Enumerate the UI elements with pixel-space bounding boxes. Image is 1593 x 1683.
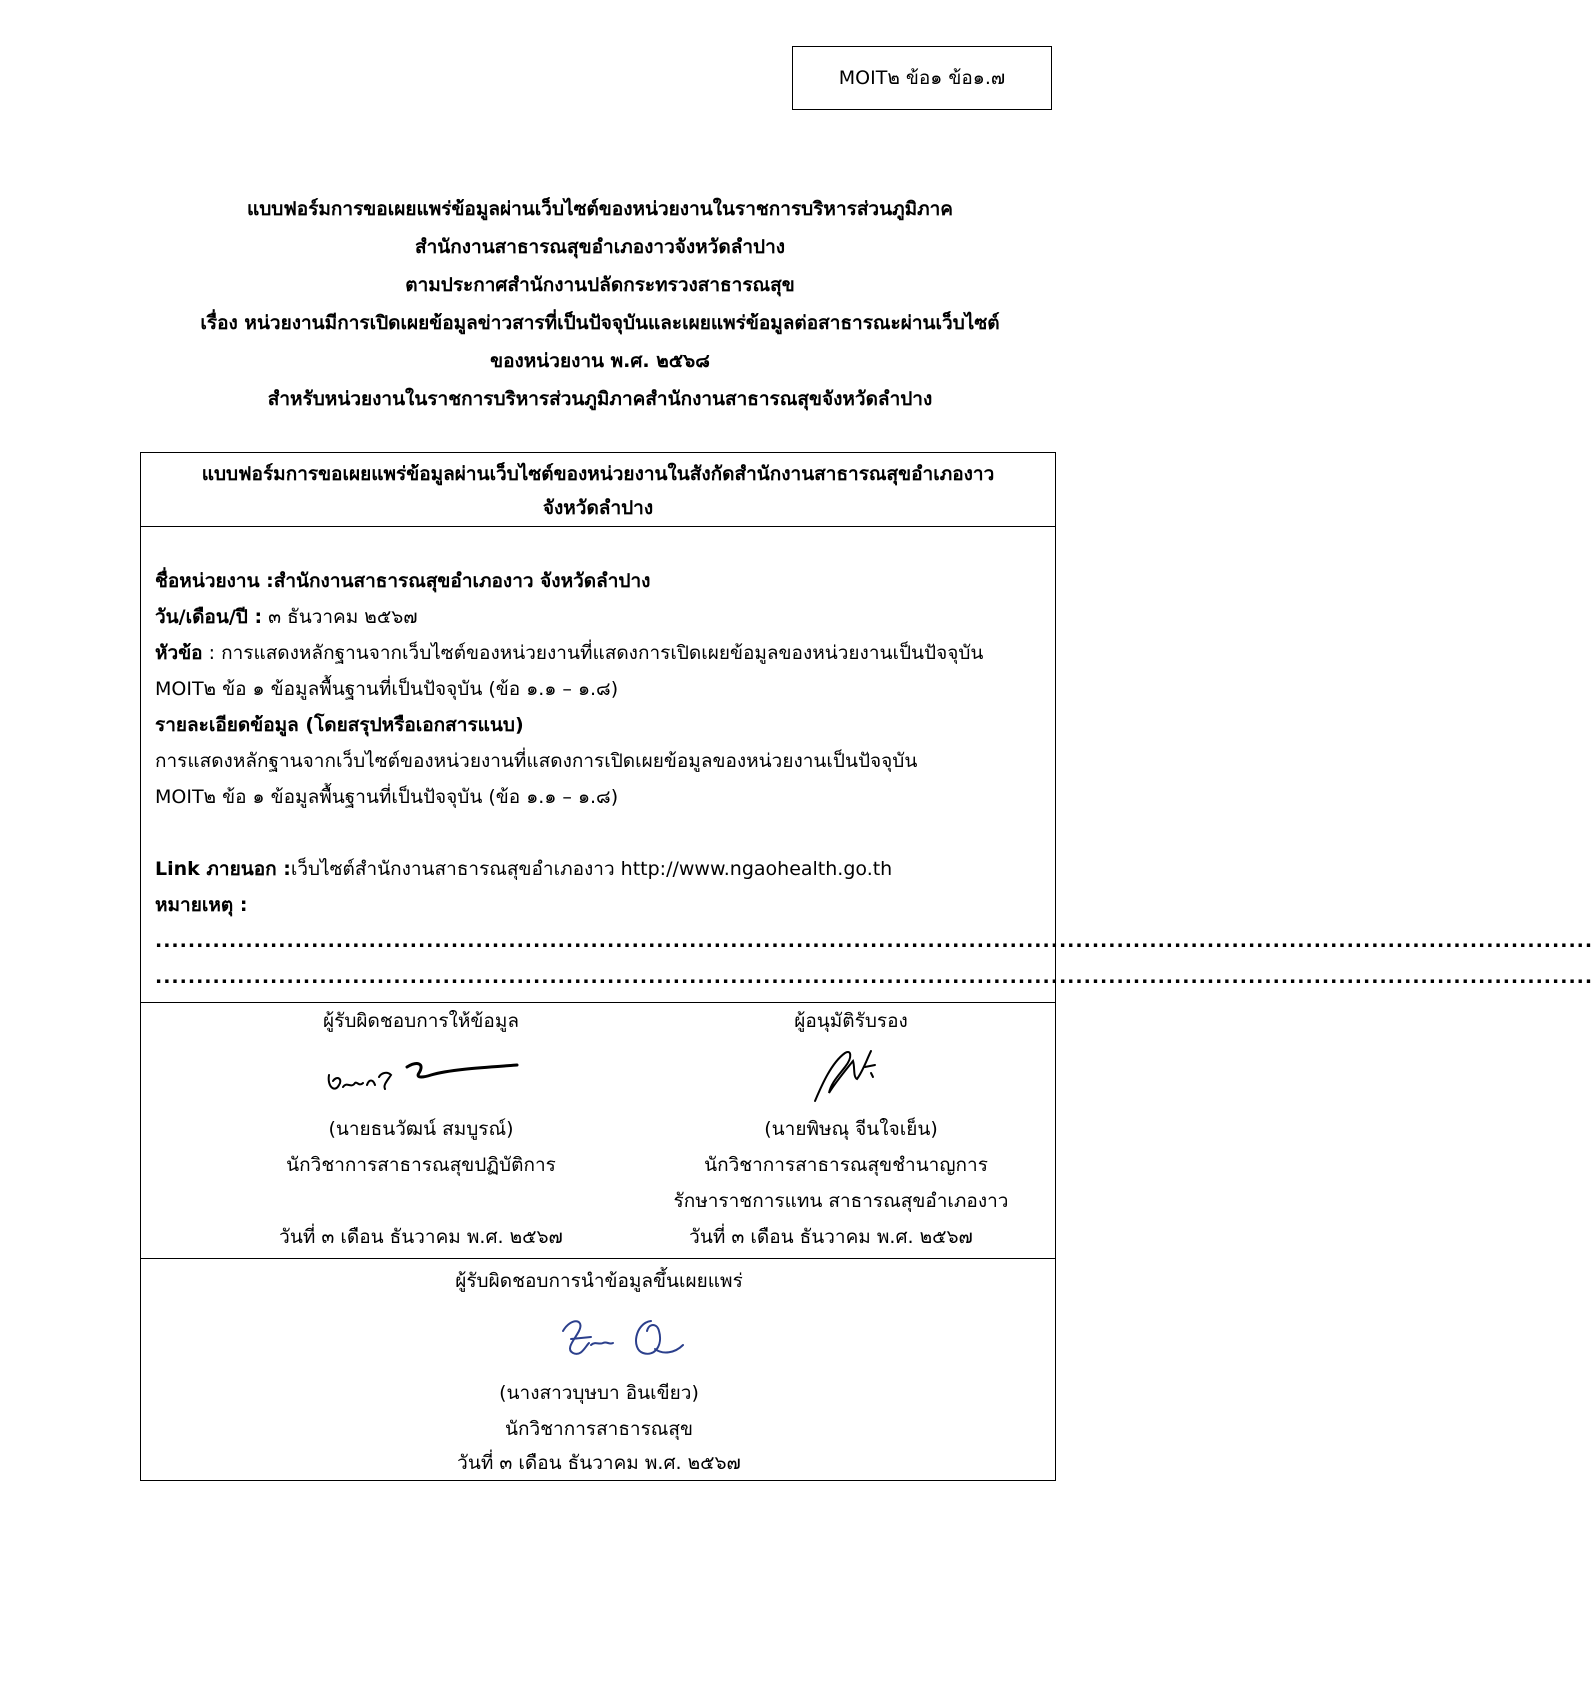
left-signer-name: (นายธนวัฒน์ สมบูรณ์) [328, 1118, 514, 1140]
right-signer-date: วันที่ ๓ เดือน ธันวาคม พ.ศ. ๒๕๖๗ [689, 1226, 973, 1248]
link-label: Link ภายนอก : [155, 858, 291, 880]
heading-line-4: เรื่อง หน่วยงานมีการเปิดเผยข้อมูลข่าวสารที่เป็นปัจจุบันและเผยแพร่ข้อมูลต่อสาธารณะผ่านเว็บไซต์ [200, 312, 1000, 334]
right-signature [801, 1043, 901, 1107]
left-signer-position: นักวิชาการสาธารณสุขปฏิบัติการ [286, 1154, 556, 1176]
publisher-section [141, 1259, 1055, 1481]
remark-dots-line-1: ............................................................................................................................................................................... [155, 930, 1593, 952]
form-title-line-1: แบบฟอร์มการขอเผยแพร่ข้อมูลผ่านเว็บไซต์ของหน่วยงานในสังกัดสำนักงานสาธารณสุขอำเภองาว [201, 463, 995, 485]
detail-label: รายละเอียดข้อมูล (โดยสรุปหรือเอกสารแนบ) [155, 714, 524, 736]
signature-section [141, 1003, 1055, 1259]
date-label: วัน/เดือน/ปี : [155, 606, 263, 628]
publisher-date: วันที่ ๓ เดือน ธันวาคม พ.ศ. ๒๕๖๗ [457, 1452, 741, 1474]
topic-value-line-1: : การแสดงหลักฐานจากเว็บไซต์ของหน่วยงานที่แสดงการเปิดเผยข้อมูลของหน่วยงานเป็นปัจจุบัน [202, 642, 984, 664]
publisher-position: นักวิชาการสาธารณสุข [504, 1418, 694, 1440]
publisher-name: (นางสาวบุษบา อินเขียว) [499, 1382, 699, 1404]
unit-row [155, 563, 1045, 599]
right-signer-acting: รักษาราชการแทน สาธารณสุขอำเภองาว [673, 1190, 1009, 1212]
publisher-role: ผู้รับผิดชอบการนำข้อมูลขึ้นเผยแพร่ [455, 1270, 743, 1292]
heading-line-3: ตามประกาศสำนักงานปลัดกระทรวงสาธารณสุข [405, 274, 795, 296]
heading-line-1: แบบฟอร์มการขอเผยแพร่ข้อมูลผ่านเว็บไซต์ของหน่วยงานในราชการบริหารส่วนภูมิภาค [246, 198, 954, 220]
heading-line-6: สำหรับหน่วยงานในราชการบริหารส่วนภูมิภาคสำนักงานสาธารณสุขจังหวัดลำปาง [267, 388, 933, 410]
right-signer-name: (นายพิษณุ จีนใจเย็น) [764, 1118, 938, 1140]
left-signer-date: วันที่ ๓ เดือน ธันวาคม พ.ศ. ๒๕๖๗ [279, 1226, 563, 1248]
detail-line-1: การแสดงหลักฐานจากเว็บไซต์ของหน่วยงานที่แสดงการเปิดเผยข้อมูลของหน่วยงานเป็นปัจจุบัน [155, 750, 918, 772]
detail-line-2: MOIT๒ ข้อ ๑ ข้อมูลพื้นฐานที่เป็นปัจจุบัน (ข้อ ๑.๑ – ๑.๘) [155, 786, 619, 808]
topic-label: หัวข้อ [155, 642, 203, 664]
right-signer-role: ผู้อนุมัติรับรอง [794, 1010, 908, 1032]
reference-code-box [792, 46, 1052, 110]
form-table [140, 452, 1593, 1481]
link-value: เว็บไซต์สำนักงานสาธารณสุขอำเภองาว http://www.ngaohealth.go.th [290, 858, 893, 880]
topic-value-line-2: MOIT๒ ข้อ ๑ ข้อมูลพื้นฐานที่เป็นปัจจุบัน (ข้อ ๑.๑ – ๑.๘) [155, 678, 619, 700]
remark-dots-line-2: ............................................................................................................................................................................... [155, 966, 1593, 988]
left-signer-role: ผู้รับผิดชอบการให้ข้อมูล [323, 1010, 519, 1032]
link-row [155, 851, 1045, 887]
date-value: ๓ ธันวาคม ๒๕๖๗ [262, 606, 418, 628]
form-details-section [141, 527, 1593, 1003]
remark-label: หมายเหตุ : [155, 894, 248, 916]
heading-line-5: ของหน่วยงาน พ.ศ. ๒๕๖๘ [490, 350, 710, 372]
heading-line-2: สำนักงานสาธารณสุขอำเภองาวจังหวัดลำปาง [414, 236, 786, 258]
date-row [155, 599, 1045, 635]
left-signature [321, 1045, 521, 1101]
form-title-line-2: จังหวัดลำปาง [542, 497, 654, 519]
unit-value: สำนักงานสาธารณสุขอำเภองาว จังหวัดลำปาง [273, 570, 651, 592]
unit-label: ชื่อหน่วยงาน : [155, 570, 274, 592]
topic-row [155, 635, 1045, 671]
form-title [141, 453, 1055, 527]
publisher-signature [551, 1309, 701, 1371]
right-signer-position: นักวิชาการสาธารณสุขชำนาญการ [704, 1154, 988, 1176]
document-heading [100, 190, 1100, 418]
reference-code: MOIT๒ ข้อ๑ ข้อ๑.๗ [838, 67, 1006, 89]
